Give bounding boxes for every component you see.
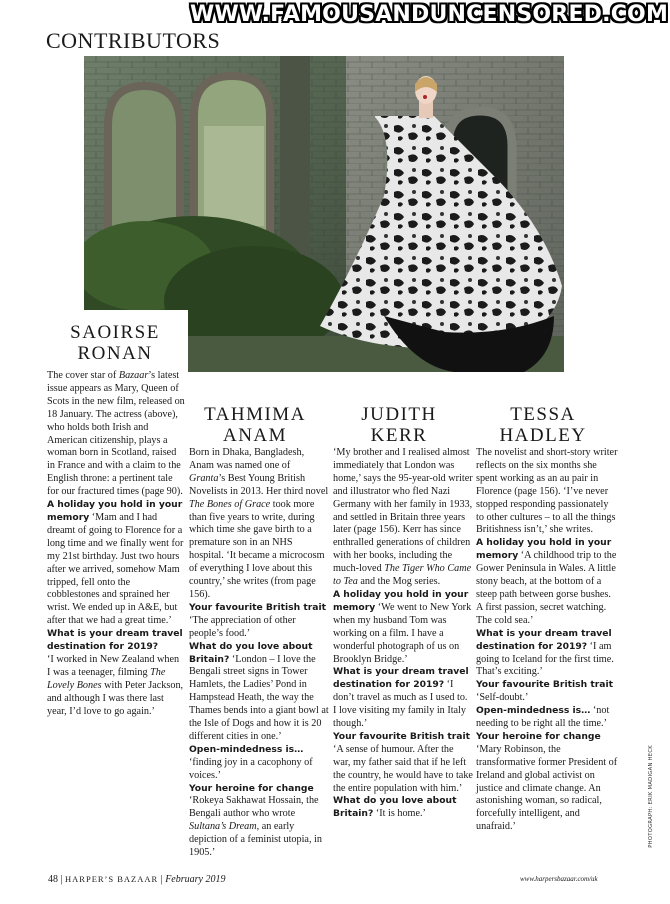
question-label: Open-mindedness is…	[189, 743, 304, 755]
body-text: ‘My brother and I realised almost immediately that London was home,’ says the 95-year-old writer and illustrator who fled Nazi Germany with her family in 1933, and settled in Britain three years later (page 156). Kerr has since enthralled generations of children with her books, including the much-loved	[333, 447, 473, 575]
watermark-text: WWW.FAMOUSANDUNCENSORED.COM	[190, 2, 669, 27]
question-label: What is your dream travel destination for 2019?	[47, 628, 183, 653]
body-text: ‘finding joy in a cacophony of voices.’	[189, 756, 313, 781]
photo-credit: PHOTOGRAPH: ERIK MADIGAN HECK	[648, 745, 654, 848]
title-italic: The Tiger Who Came to Tea	[333, 563, 472, 588]
body-text: ‘A sense of humour. After the war, my father said that if he left the country, he would have to take the entire population with him.’	[333, 743, 473, 794]
body-text: ‘A childhood trip to the Gower Peninsula in Wales. A little stony beach, at the bottom of a steep path between gorse bushes. A first passion, secret watching. The cold sea.’	[476, 550, 617, 626]
contributor-text	[333, 447, 473, 821]
contributor-name-tahmima-anam: TAHMIMA ANAM	[204, 404, 306, 446]
body-text: ‘Mam and I had dreamt of going to Florence for a long time and we finally went for my 21st birthday. Just two hours after we arrived, somehow Mam tripped, fell onto the cobblestones and sprained her wrist. We ended up in A&E, but after that we had a great time.’	[47, 511, 184, 627]
page-footer: 48 | HARPER’S BAZAAR | February 2019	[48, 874, 226, 885]
question-label: A holiday you hold in your memory	[47, 499, 183, 523]
contributor-name-saoirse-ronan: SAOIRSE RONAN	[70, 322, 160, 364]
body-text: ‘Self-doubt.’	[476, 692, 529, 704]
page-number: 48	[48, 874, 58, 885]
question-label: A holiday you hold in your memory	[476, 537, 612, 562]
body-text: ‘not needing to be right all the time.’	[476, 705, 610, 730]
body-text: ‘Mary Robinson, the transformative former President of Ireland and global activist on justice and climate change. An astonishing woman, so radical, forcefully intelligent, and unafraid.’	[476, 743, 618, 833]
body-text: took more than five years to write, during which time she gave birth to a premature son in an NHS hospital. ‘It became a microcosm of everything I love about this country,’ she writes (from page 156).	[189, 498, 325, 600]
issue-date: February 2019	[165, 874, 226, 885]
body-text: ‘It is home.’	[373, 808, 426, 820]
page-title: CONTRIBUTORS	[46, 28, 221, 53]
body-text: with Peter Jackson, and although I was there last year, I’d love to go again.’	[47, 679, 184, 717]
question-label: Your heroine for change	[476, 730, 601, 742]
body-text: ‘The appreciation of other people’s food.’	[189, 614, 296, 639]
question-label: What do you love about Britain?	[189, 640, 313, 665]
body-text: ’s latest issue appears as Mary, Queen of Scots in the new film, released on 18 January. The actress (above), who holds both Irish and American citizenship, plays a woman born in Scotland, raised in France and with a claim to the English throne: a pertinent tale for our fractured times (page 90).	[47, 370, 185, 498]
title-italic: The Bones of Grace	[189, 498, 271, 510]
title-italic: Granta	[189, 472, 219, 484]
body-text: , an early depiction of a feminist utopia, in 1905.’	[189, 821, 322, 859]
body-text: ‘I worked in New Zealand when I was a teenager, filming	[47, 653, 180, 678]
question-label: Your favourite British trait	[476, 679, 614, 691]
contributor-name-judith-kerr: JUDITH KERR	[361, 404, 437, 446]
question-label: Your favourite British trait	[333, 730, 471, 742]
magazine-name: HARPER’S BAZAAR	[65, 874, 159, 884]
body-text: ‘Rokeya Sakhawat Hossain, the Bengali author who wrote	[189, 795, 319, 820]
title-italic: Sultana’s Dream	[189, 821, 257, 833]
body-text: ‘I am going to Iceland for the first time. That’s exciting.’	[476, 640, 614, 678]
contributor-text	[476, 447, 618, 834]
question-label: What is your dream travel destination for 2019?	[476, 627, 612, 652]
question-label: Your heroine for change	[189, 782, 314, 794]
body-text: ‘We went to New York when my husband Tom was working on a film. I have a wonderful photograph of us on Brooklyn Bridge.’	[333, 601, 472, 665]
contributor-text	[189, 447, 329, 860]
body-text: The cover star of	[47, 370, 119, 381]
question-label: A holiday you hold in your memory	[333, 588, 469, 613]
body-text: ‘London – I love the Bengali street signs in Tower Hamlets, the Ladies’ Pond in Hampstead Heath, the way the Thames bends into a giant bowl at the Isle of Dogs and how it is 20 different cities in one.’	[189, 653, 329, 742]
title-italic: The Lovely Bones	[47, 666, 166, 691]
contributor-text	[47, 370, 185, 718]
body-text: ’s Best Young British Novelists in 2013. Her third novel	[189, 472, 329, 497]
website-url: www.harpersbazaar.com/uk	[520, 875, 598, 883]
body-text: and the Mog series.	[357, 576, 441, 588]
body-text: Born in Dhaka, Bangladesh, Anam was named one of	[189, 447, 305, 471]
body-text: The novelist and short-story writer reflects on the six months she spent working as an au pair in Florence (page 156). ‘I’ve never stopped responding passionately to other cultures – to all the things Britishness isn’t,’ she writes.	[476, 447, 618, 536]
question-label: What do you love about Britain?	[333, 795, 457, 820]
contributor-name-tessa-hadley: TESSA HADLEY	[499, 404, 587, 446]
title-italic: Bazaar	[118, 370, 149, 381]
body-text: ‘I don’t travel as much as I used to. I love visiting my family in Italy though.’	[333, 679, 468, 730]
question-label: Your favourite British trait	[189, 601, 327, 613]
question-label: What is your dream travel destination for 2019?	[333, 666, 469, 691]
question-label: Open-mindedness is…	[476, 705, 591, 717]
